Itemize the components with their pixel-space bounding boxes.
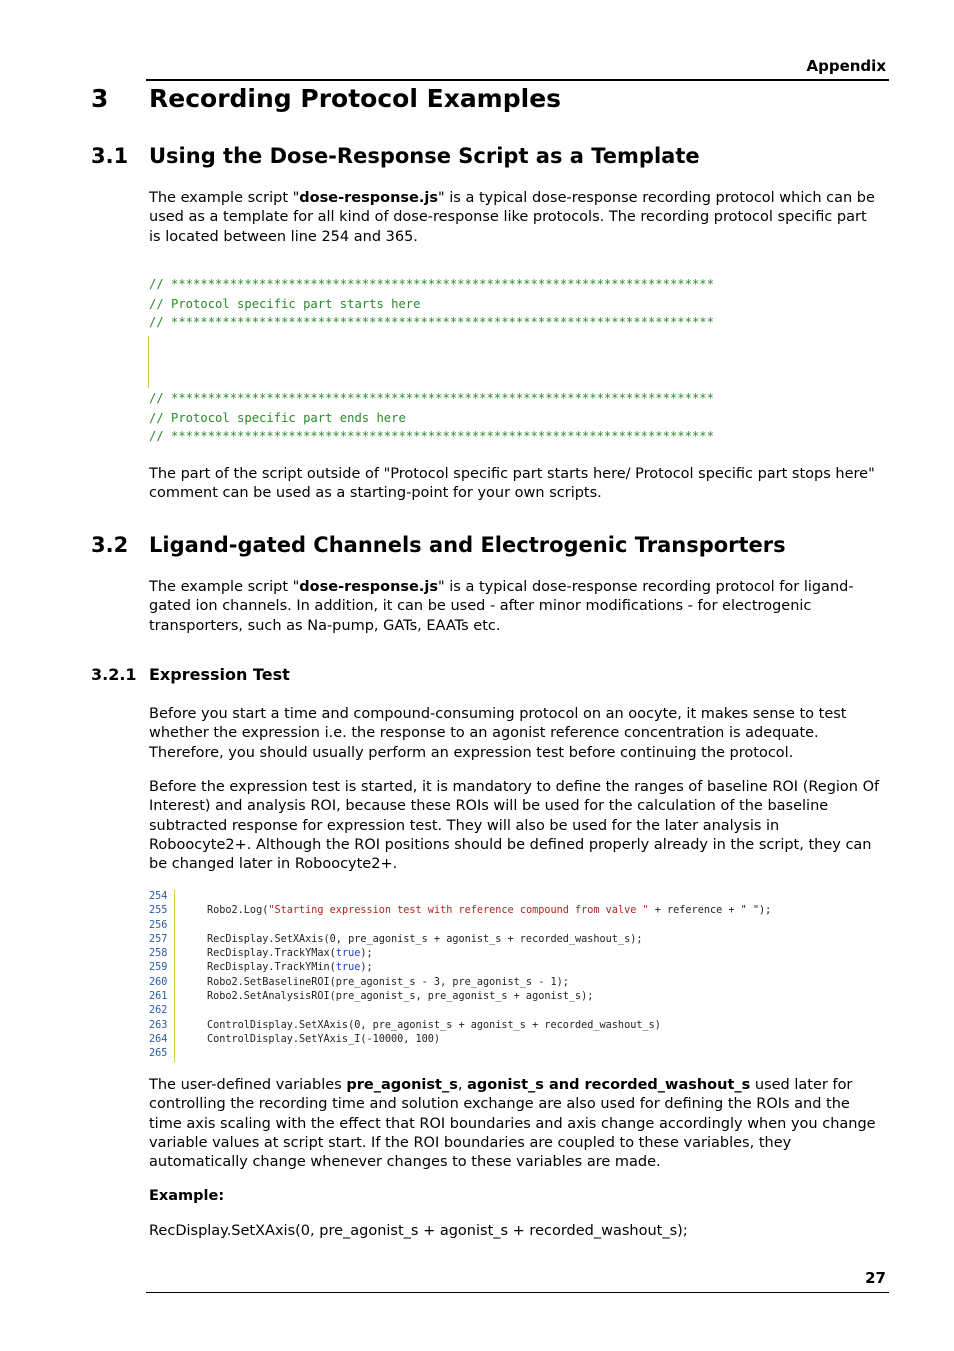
line-code [175, 890, 207, 904]
code-comment-stars: // ************************************************************************** [149, 391, 714, 405]
line-number: 265 [149, 1047, 175, 1061]
line-number: 256 [149, 919, 175, 933]
line-code [175, 1033, 440, 1047]
line-number: 259 [149, 961, 175, 975]
page-number: 27 [865, 1269, 886, 1287]
line-code [175, 947, 373, 961]
code-line [149, 904, 771, 918]
code-line [149, 890, 771, 904]
line-code [175, 904, 771, 918]
code-keyword: true [335, 948, 361, 960]
code-listing [149, 890, 771, 1062]
line-code [175, 1019, 661, 1033]
example-code: RecDisplay.SetXAxis(0, pre_agonist_s + agonist_s + recorded_washout_s); [149, 1223, 688, 1239]
code-line [149, 1047, 771, 1061]
line-number: 263 [149, 1019, 175, 1033]
line-code [175, 1047, 207, 1061]
example-label: Example: [149, 1188, 225, 1204]
code-comment-start: // Protocol specific part starts here [149, 297, 421, 311]
header-rule [146, 79, 889, 81]
code-text: RecDisplay.TrackYMax( [207, 948, 336, 960]
code-text: RecDisplay.SetXAxis(0, pre_agonist_s + agonist_s + recorded_washout_s); [207, 933, 643, 945]
line-code [175, 976, 569, 990]
line-number: 260 [149, 976, 175, 990]
code-keyword: true [335, 962, 361, 974]
section-3-1-number: 3.1 [91, 144, 129, 168]
section-3-2-1-number: 3.2.1 [91, 665, 137, 684]
line-code [175, 961, 373, 975]
footer-rule [146, 1292, 889, 1293]
code-line [149, 1033, 771, 1047]
line-number: 254 [149, 890, 175, 904]
line-code [175, 1004, 207, 1018]
code-line [149, 1004, 771, 1018]
code-comment-stars: // ************************************************************************** [149, 315, 714, 329]
code-text: Robo2.Log( [207, 905, 269, 917]
code-text: ControlDisplay.SetYAxis_I(-10000, 100) [207, 1033, 441, 1045]
section-3-2-title: Ligand-gated Channels and Electrogenic Transporters [149, 533, 786, 557]
line-number: 257 [149, 933, 175, 947]
expression-test-paragraph-3: The user-defined variables pre_agonist_s, agonist_s and recorded_washout_s used later for controlling the recording time and solution exchange are also used for defining the ROIs and the time axis scaling with the effect that ROI boundaries and axis change accordingly when you change variable values at script start. If the ROI boundaries are coupled to these variables, they automatically change whenever changes to these variables are made. [149, 1077, 876, 1171]
section-3-2-intro: The example script "dose-response.js" is a typical dose-response recording protocol for ligand-gated ion channels. In addition, it can be used - after minor modifications - for electrogenic transporters, such as Na-pump, GATs, EAATs etc. [149, 579, 854, 634]
line-number: 258 [149, 947, 175, 961]
code-string: "Starting expression test with reference compound from valve " [268, 905, 649, 917]
line-number: 264 [149, 1033, 175, 1047]
section-3-2-1-title: Expression Test [149, 665, 290, 684]
line-number: 262 [149, 1004, 175, 1018]
code-text: + reference + " "); [648, 905, 772, 917]
code-line [149, 1019, 771, 1033]
code-text: RecDisplay.TrackYMin( [207, 962, 336, 974]
running-header: Appendix [806, 57, 886, 75]
code-gap-marker [148, 336, 149, 388]
code-comment-stars: // ************************************************************************** [149, 277, 714, 291]
expression-test-paragraph-2: Before the expression test is started, it is mandatory to define the ranges of baseline ROI (Region Of Interest) and analysis ROI, because these ROIs will be used for the calculation of the baseline subtracted response for expression test. They will also be used for the later analysis in Roboocyte2+. Although the ROI positions should be defined properly already in the script, they can be changed later in Roboocyte2+. [149, 779, 880, 873]
section-3-1-note: The part of the script outside of "Protocol specific part starts here/ Protocol specific part stops here" comment can be used as a starting-point for your own scripts. [149, 466, 875, 502]
code-line [149, 976, 771, 990]
chapter-number: 3 [91, 84, 109, 113]
line-code [175, 990, 593, 1004]
code-line [149, 961, 771, 975]
line-code [175, 933, 642, 947]
code-text: Robo2.SetBaselineROI(pre_agonist_s - 3, pre_agonist_s - 1); [207, 976, 569, 988]
code-line [149, 947, 771, 961]
code-text: Robo2.SetAnalysisROI(pre_agonist_s, pre_agonist_s + agonist_s); [207, 991, 594, 1003]
code-line [149, 919, 771, 933]
section-3-2-number: 3.2 [91, 533, 129, 557]
code-text: ControlDisplay.SetXAxis(0, pre_agonist_s + agonist_s + recorded_washout_s) [207, 1019, 661, 1031]
line-number: 255 [149, 904, 175, 918]
line-code [175, 919, 207, 933]
code-line [149, 933, 771, 947]
code-comment-end: // Protocol specific part ends here [149, 411, 406, 425]
code-comment-stars: // ************************************************************************** [149, 429, 714, 443]
code-text: ); [360, 948, 373, 960]
code-text: ); [360, 962, 373, 974]
line-number: 261 [149, 990, 175, 1004]
expression-test-paragraph-1: Before you start a time and compound-consuming protocol on an oocyte, it makes sense to test whether the expression i.e. the response to an agonist reference concentration is adequate. Therefore, you should usually perform an expression test before continuing the protocol. [149, 706, 847, 761]
chapter-title: Recording Protocol Examples [149, 84, 562, 113]
code-line [149, 990, 771, 1004]
section-3-1-title: Using the Dose-Response Script as a Template [149, 144, 700, 168]
section-3-1-intro: The example script "dose-response.js" is a typical dose-response recording protocol which can be used as a template for all kind of dose-response like protocols. The recording protocol specific part is located between line 254 and 365. [149, 190, 875, 245]
